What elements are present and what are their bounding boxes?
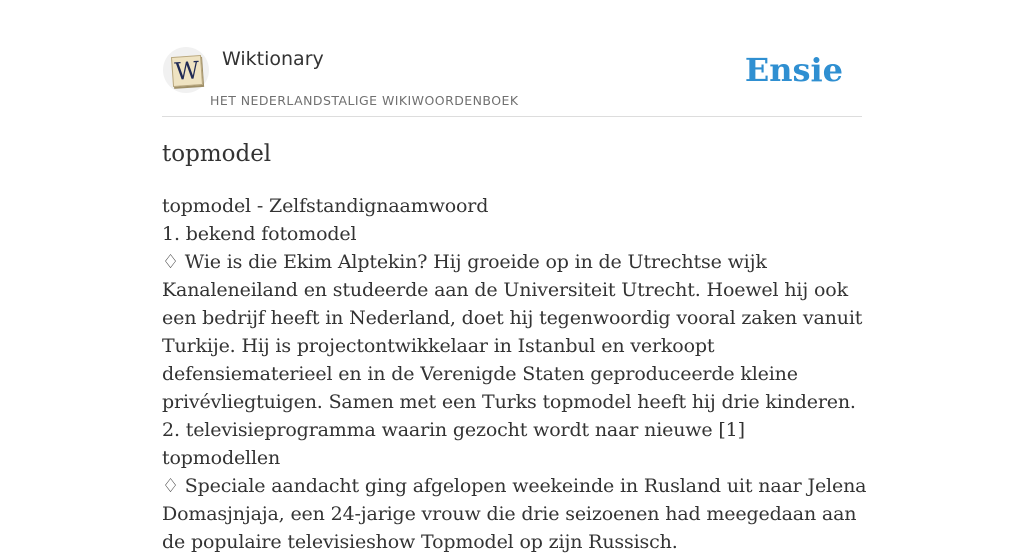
entry-heading: topmodel - Zelfstandignaamwoord [162, 195, 489, 217]
logo-letter: W [171, 55, 203, 87]
ensie-brand-link[interactable]: Ensie [744, 51, 843, 89]
example-2: ♢ Speciale aandacht ging afgelopen weekeinde in Rusland uit naar Jelena Domasjnjaja, een 24-jarige vrouw die drie seizoenen had meegedaan aan de populaire televisieshow Topmodel op zijn Russisch. [162, 475, 867, 553]
dictionary-entry [162, 192, 867, 556]
wiktionary-logo-icon[interactable] [163, 47, 209, 93]
page-title: topmodel [162, 141, 272, 167]
example-1: ♢ Wie is die Ekim Alptekin? Hij groeide op in de Utrechtse wijk Kanaleneiland en studeerde aan de Universiteit Utrecht. Hoewel hij ook een bedrijf heeft in Nederland, doet hij tegenwoordig vooral zaken vanuit Turkije. Hij is projectontwikkelaar in Istanbul en verkoopt defensiematerieel en in de Verenigde Staten geproduceerde kleine privévliegtuigen. Samen met een Turks topmodel heeft hij drie kinderen. [162, 251, 863, 413]
definition-2: 2. televisieprogramma waarin gezocht wordt naar nieuwe [1] topmodellen [162, 419, 745, 469]
site-name[interactable]: Wiktionary [222, 48, 324, 70]
site-subtitle: HET NEDERLANDSTALIGE WIKIWOORDENBOEK [210, 93, 519, 108]
entry-content [162, 138, 867, 556]
site-header [162, 44, 862, 117]
definition-1: 1. bekend fotomodel [162, 223, 357, 245]
